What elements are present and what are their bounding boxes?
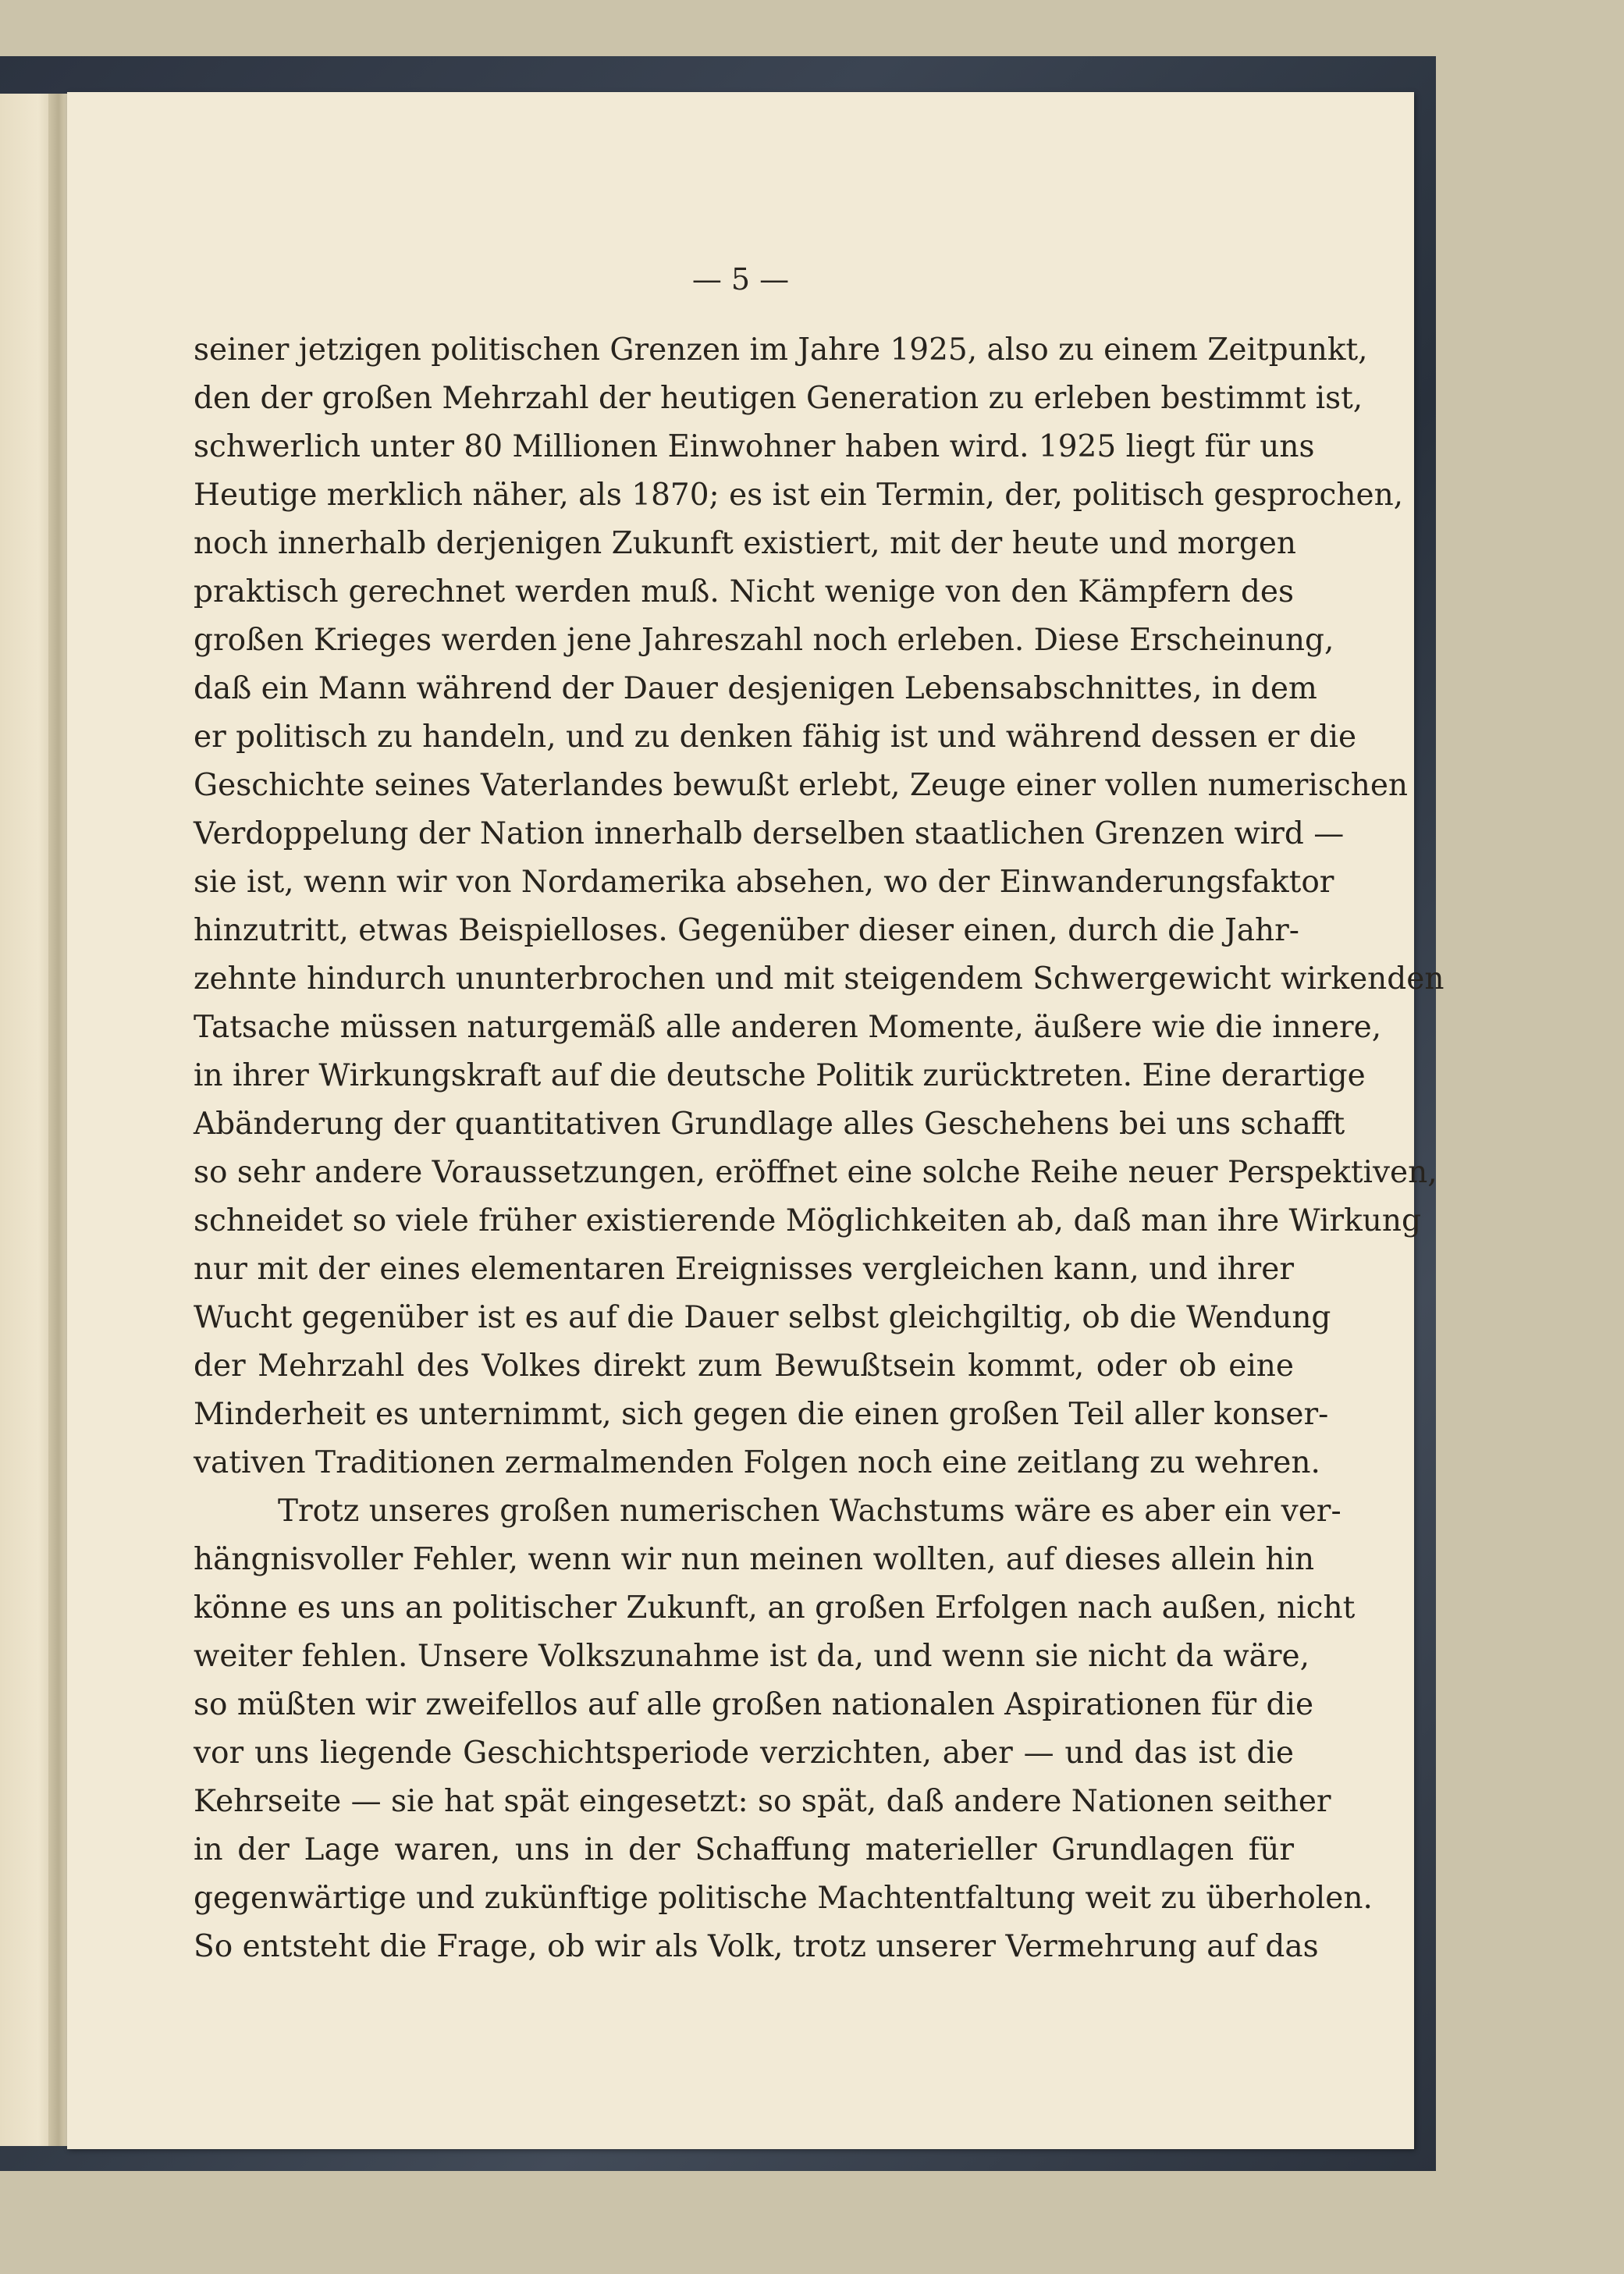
book-gutter bbox=[48, 94, 69, 2146]
text-line: vor uns liegende Geschichtsperiode verzichten, aber — und das ist die bbox=[194, 1736, 1294, 1771]
text-line: nur mit der eines elementaren Ereignisses vergleichen kann, und ihrer bbox=[194, 1252, 1294, 1287]
text-line: zehnte hindurch ununterbrochen und mit steigendem Schwergewicht wirkenden bbox=[194, 961, 1445, 997]
text-line: hinzutritt, etwas Beispielloses. Gegenüber dieser einen, durch die Jahr- bbox=[194, 913, 1299, 948]
text-line: daß ein Mann während der Dauer desjenigen Lebensabschnittes, in dem bbox=[194, 671, 1317, 706]
text-line: weiter fehlen. Unsere Volkszunahme ist da, und wenn sie nicht da wäre, bbox=[194, 1639, 1310, 1674]
text-line: Minderheit es unternimmt, sich gegen die einen großen Teil aller konser- bbox=[194, 1397, 1329, 1432]
text-line: schwerlich unter 80 Millionen Einwohner haben wird. 1925 liegt für uns bbox=[194, 429, 1315, 464]
text-line: praktisch gerechnet werden muß. Nicht wenige von den Kämpfern des bbox=[194, 574, 1294, 609]
text-line: Abänderung der quantitativen Grundlage alles Geschehens bei uns schafft bbox=[194, 1107, 1345, 1142]
text-line: Heutige merklich näher, als 1870; es ist ein Termin, der, politisch gesprochen, bbox=[194, 478, 1404, 513]
text-line: Tatsache müssen naturgemäß alle anderen Momente, äußere wie die innere, bbox=[194, 1010, 1382, 1045]
text-line: hängnisvoller Fehler, wenn wir nun meinen wollten, auf dieses allein hin bbox=[194, 1542, 1315, 1577]
text-line: Verdoppelung der Nation innerhalb derselben staatlichen Grenzen wird — bbox=[194, 816, 1345, 851]
text-line: noch innerhalb derjenigen Zukunft existiert, mit der heute und morgen bbox=[194, 526, 1297, 561]
text-line: So entsteht die Frage, ob wir als Volk, trotz unserer Vermehrung auf das bbox=[194, 1929, 1319, 1964]
text-line: in ihrer Wirkungskraft auf die deutsche Politik zurücktreten. Eine derartige bbox=[194, 1058, 1366, 1093]
text-line: großen Krieges werden jene Jahreszahl noch erleben. Diese Erscheinung, bbox=[194, 623, 1334, 658]
text-line: vativen Traditionen zermalmenden Folgen noch eine zeitlang zu wehren. bbox=[194, 1445, 1320, 1480]
text-line: seiner jetzigen politischen Grenzen im Jahre 1925, also zu einem Zeitpunkt, bbox=[194, 332, 1368, 368]
book-page bbox=[67, 92, 1445, 2149]
text-line: den der großen Mehrzahl der heutigen Generation zu erleben bestimmt ist, bbox=[194, 381, 1363, 416]
text-line: sie ist, wenn wir von Nordamerika absehen, wo der Einwanderungsfaktor bbox=[194, 865, 1334, 900]
text-line: Geschichte seines Vaterlandes bewußt erlebt, Zeuge einer vollen numerischen bbox=[194, 768, 1409, 803]
page-number: — 5 — bbox=[691, 262, 790, 297]
text-line: Trotz unseres großen numerischen Wachstums wäre es aber ein ver- bbox=[278, 1494, 1341, 1529]
text-line: so sehr andere Voraussetzungen, eröffnet eine solche Reihe neuer Perspektiven, bbox=[194, 1155, 1437, 1190]
text-line: Wucht gegenüber ist es auf die Dauer selbst gleichgiltig, ob die Wendung bbox=[194, 1300, 1331, 1335]
text-line: er politisch zu handeln, und zu denken fähig ist und während dessen er die bbox=[194, 720, 1357, 755]
text-line: Kehrseite — sie hat spät eingesetzt: so spät, daß andere Nationen seither bbox=[194, 1784, 1331, 1819]
body-text bbox=[194, 326, 1445, 1971]
text-line: so müßten wir zweifellos auf alle großen nationalen Aspirationen für die bbox=[194, 1687, 1314, 1722]
text-line: in der Lage waren, uns in der Schaffung materieller Grundlagen für bbox=[194, 1832, 1294, 1867]
left-page-edge bbox=[0, 94, 55, 2146]
text-line: der Mehrzahl des Volkes direkt zum Bewußtsein kommt, oder ob eine bbox=[194, 1348, 1294, 1384]
text-line: könne es uns an politischer Zukunft, an großen Erfolgen nach außen, nicht bbox=[194, 1590, 1356, 1626]
text-line: schneidet so viele früher existierende Möglichkeiten ab, daß man ihre Wirkung bbox=[194, 1203, 1421, 1238]
text-line: gegenwärtige und zukünftige politische Machtentfaltung weit zu überholen. bbox=[194, 1881, 1373, 1916]
